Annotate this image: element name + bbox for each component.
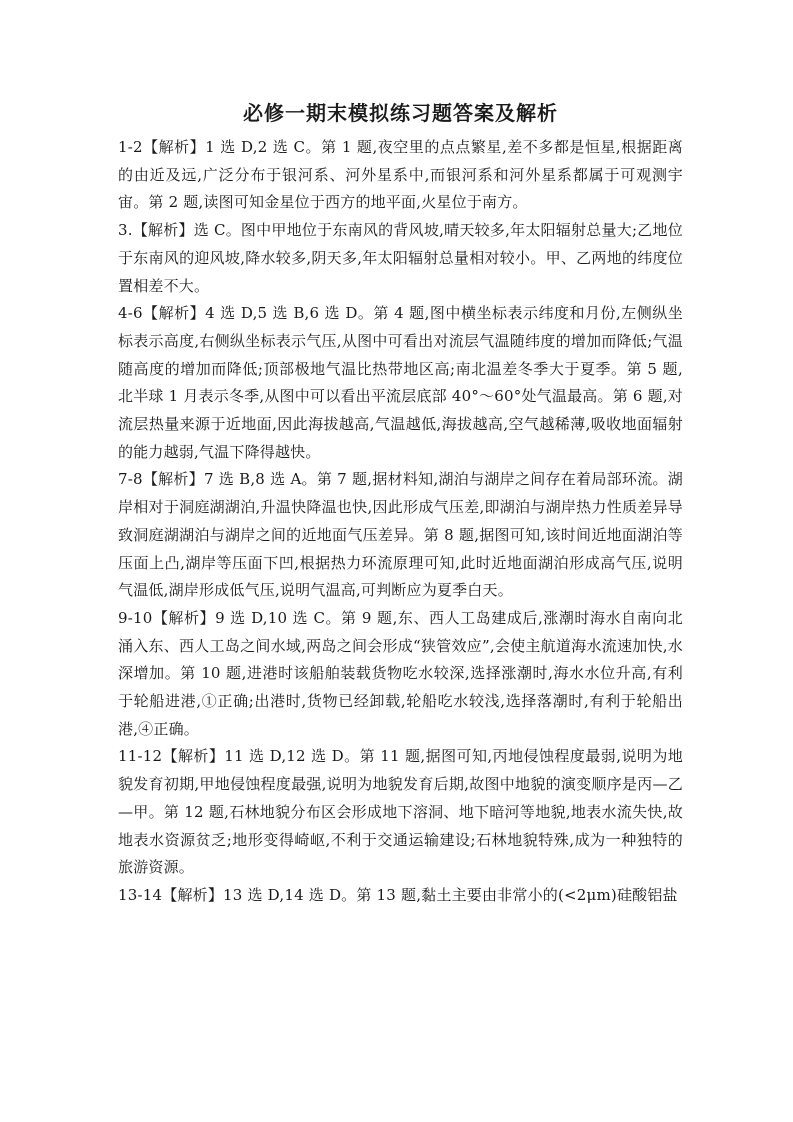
answer-paragraph-13-14: 13-14【解析】13 选 D,14 选 D。第 13 题,黏土主要由非常小的(<2μm)硅酸铝盐 — [118, 885, 678, 904]
answer-paragraph-3: 3.【解析】选 C。图中甲地位于东南风的背风坡,晴天较多,年太阳辐射总量大;乙地位于东南风的迎风坡,降水较多,阴天多,年太阳辐射总量相对较小。甲、乙两地的纬度位置相差不大。 — [118, 221, 683, 295]
answer-paragraph-1-2: 1-2【解析】1 选 D,2 选 C。第 1 题,夜空里的点点繁星,差不多都是恒星,根据距离的由近及远,广泛分布于银河系、河外星系中,而银河系和河外星系都属于可观测宇宙。第 2 题,读图可知金星位于西方的地平面,火星位于南方。 — [118, 138, 683, 212]
answer-paragraph-11-12: 11-12【解析】11 选 D,12 选 D。第 11 题,据图可知,丙地侵蚀程度最弱,说明为地貌发育初期,甲地侵蚀程度最强,说明为地貌发育后期,故图中地貌的演变顺序是丙—乙—甲。第 12 题,石林地貌分布区会形成地下溶洞、地下暗河等地貌,地表水流失快,故地表水资源贫乏;地形变得崎岖,不利于交通运输建设;石林地貌特殊,成为一种独特的旅游资源。 — [118, 747, 683, 877]
document-title: 必修一期末模拟练习题答案及解析 — [243, 101, 558, 125]
answer-paragraph-9-10: 9-10【解析】9 选 D,10 选 C。第 9 题,东、西人工岛建成后,涨潮时海水自南向北涌入东、西人工岛之间水域,两岛之间会形成“狭管效应”,会使主航道海水流速加快,水深增加。第 10 题,进港时该船舶装载货物吃水较深,选择涨潮时,海水水位升高,有利于轮船进港,①正确;出港时,货物已经卸载,轮船吃水较浅,选择落潮时,有利于轮船出港,④正确。 — [118, 608, 683, 738]
answer-paragraph-7-8: 7-8【解析】7 选 B,8 选 A。第 7 题,据材料知,湖泊与湖岸之间存在着局部环流。湖岸相对于洞庭湖湖泊,升温快降温也快,因此形成气压差,即湖泊与湖岸热力性质差异导致洞庭湖湖泊与湖岸之间的近地面气压差异。第 8 题,据图可知,该时间近地面湖泊等压面上凸,湖岸等压面下凹,根据热力环流原理可知,此时近地面湖泊形成高气压,说明气温低,湖岸形成低气压,说明气温高,可判断应为夏季白天。 — [118, 470, 683, 600]
answer-paragraph-4-6: 4-6【解析】4 选 D,5 选 B,6 选 D。第 4 题,图中横坐标表示纬度和月份,左侧纵坐标表示高度,右侧纵坐标表示气压,从图中可看出对流层气温随纬度的增加而降低;气温随高度的增加而降低;顶部极地气温比热带地区高;南北温差冬季大于夏季。第 5 题,北半球 1 月表示冬季,从图中可以看出平流层底部 40°～60°处气温最高。第 6 题,对流层热量来源于近地面,因此海拔越高,气温越低,海拔越高,空气越稀薄,吸收地面辐射的能力越弱,气温下降得越快。 — [118, 304, 683, 461]
